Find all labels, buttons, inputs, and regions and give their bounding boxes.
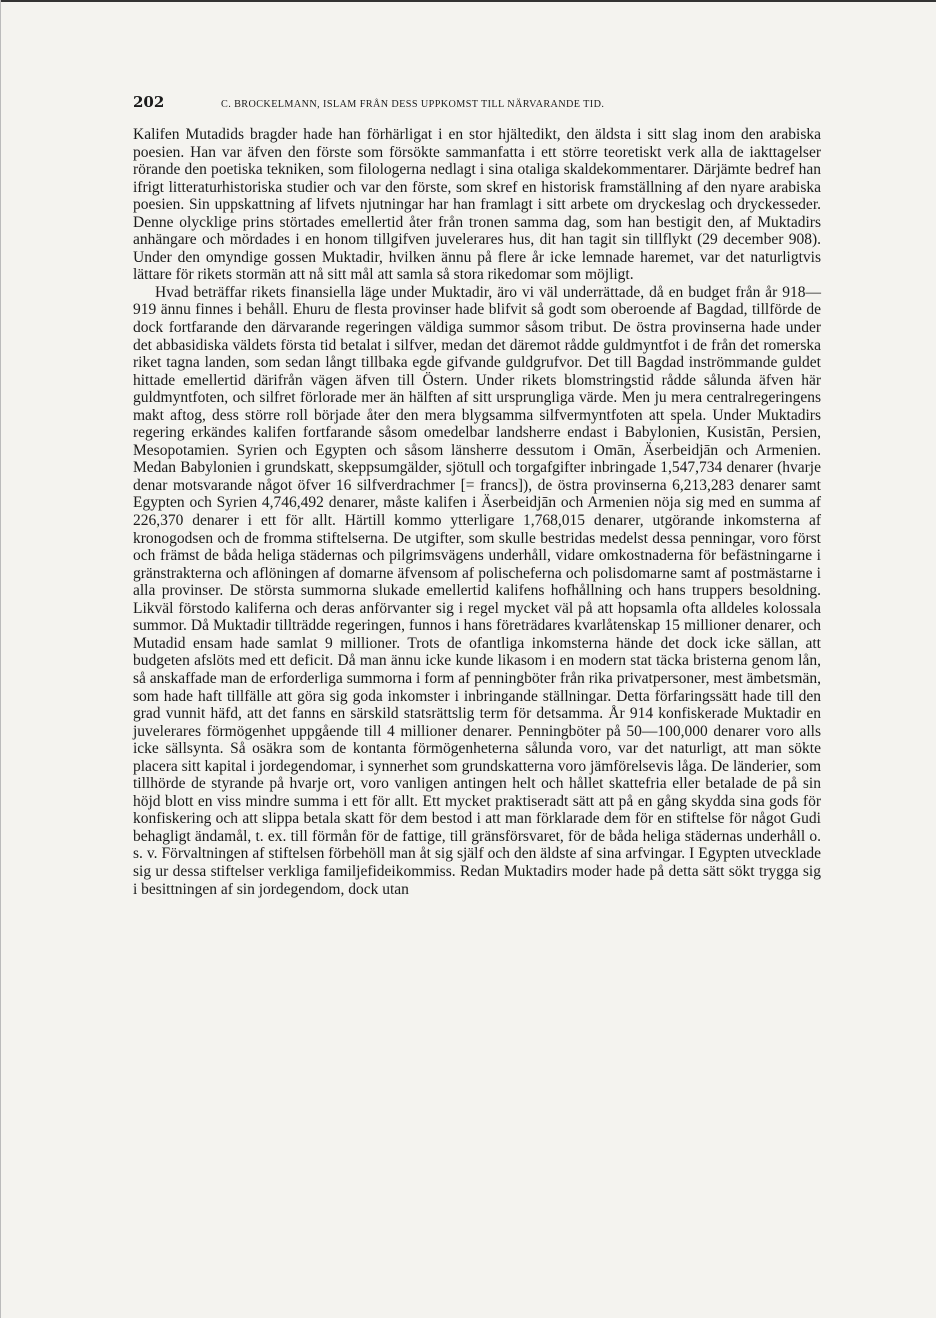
- page-number: 202: [133, 93, 165, 111]
- running-head: C. BROCKELMANN, ISLAM FRÅN DESS UPPKOMST TILL NÄRVARANDE TID.: [221, 99, 605, 110]
- body-text: [133, 126, 821, 898]
- paragraph-2: Hvad beträffar rikets finansiella läge under Muktadir, äro vi väl underrättade, då en budget från år 918—919 ännu finnes i behåll. Ehuru de flesta provinser hade blifvit så godt som oberoende af Bagdad, tillförde de dock fortfarande den därvarande regeringen väldiga summor såsom tribut. De östra provinserna hade under det abbasidiska väldets första tid betalat i silfver, medan det däremot rådde guldmyntfot i de från det romerska riket tagna landen, som sedan långt tillbaka egde gifvande guldgrufvor. Det till Bagdad inströmmande guldet hittade emellertid därifrån vägen äfven till Östern. Under rikets blomstringstid rådde sålunda äfven här guldmyntfoten, och silfret förlorade mer än hälften af sitt ursprungliga värde. Men ju mera centralregeringens makt aftog, dess större roll började åter den mera blygsamma silfvermyntfoten att spela. Under Muktadirs regering erkändes kalifen fortfarande såsom omedelbar landsherre endast i Babylonien, Kusistān, Persien, Mesopotamien. Syrien och Egypten och såsom länsherre dessutom i Omān, Äserbeidjān och Armenien. Medan Babylonien i grundskatt, skeppsumgälder, sjötull och torgafgifter inbringade 1,547,734 denarer (hvarje denar motsvarande något öfver 16 silfverdrachmer [= francs]), de östra provinserna 6,213,283 denarer samt Egypten och Syrien 4,746,492 denarer, måste kalifen i Äserbeidjān och Armenien nöja sig med en summa af 226,370 denarer i ett för allt. Härtill kommo ytterligare 1,768,015 denarer, utgörande inkomsterna af kronogodsen och de fromma stiftelserna. De utgifter, som skulle bestridas medelst dessa penningar, voro först och främst de båda heliga städernas och pilgrimsvägens underhåll, vidare omkostnaderna för befästningarne i gränstrakterna och aflöningen af domarne äfvensom af polischeferna och polisdomarne samt af postmästarne i alla provinser. De största summorna slukade emellertid kalifens hofhållning och hans truppers besoldning. Likväl förstodo kaliferna och deras anförvanter sig i regel mycket väl på att hopsamla ofta alldeles kolossala summor. Då Muktadir tillträdde regeringen, funnos i hans företrädares kvarlåtenskap 15 millioner denarer, och Mutadid ensam hade samlat 9 millioner. Trots de ofantliga inkomsterna hände det dock icke sällan, att budgeten afslöts med ett deficit. Då man ännu icke kunde likasom i en modern stat täcka bristerna genom lån, så anskaffade man de erforderliga summorna i form af penningböter från rika privatpersoner, mest ämbetsmän, som hade haft tillfälle att göra sig goda inkomster i inbringande ställningar. Detta förfaringssätt hade till den grad vunnit häfd, att det fanns en särskild statsrättslig term för detsamma. År 914 konfiskerade Muktadir en juvelerares förmögenhet uppgående till 4 millioner denarer. Penningböter på 50—100,000 denarer voro alls icke sällsynta. Så osäkra som de kontanta förmögenheterna sålunda voro, var det naturligt, att man sökte placera sitt kapital i jordegendomar, i synnerhet som grundskatterna voro jämförelsevis låga. De länderier, som tillhörde de styrande på hvarje ort, voro vanligen antingen helt och hållet skattefria eller betalade de på sin höjd blott en viss mindre summa i ett för allt. Ett mycket praktiseradt sätt att på en gång skydda sina gods för konfiskering och att slippa betala skatt för dem bestod i att man förklarade dem för en stiftelse för något Gudi behagligt ändamål, t. ex. till förmån för de fattige, till gränsförsvaret, för de båda heliga städernas underhåll o. s. v. Förvaltningen af stiftelsen förbehöll man åt sig själf och den äldste af sina arfvingar. I Egypten utvecklade sig ur dessa stiftelser verkliga familjefideikommiss. Redan Muktadirs moder hade på detta sätt sökt trygga sig i besittningen af sin jordegendom, dock utan: [133, 283, 821, 898]
- page-header: [133, 93, 823, 113]
- scan-border: [0, 0, 936, 2]
- scan-edge: [0, 0, 1, 1318]
- paragraph-1: Kalifen Mutadids bragder hade han förhärligat i en stor hjältedikt, den äldsta i sitt slag inom den arabiska poesien. Han var äfven den förste som försökte sammanfatta i ett större teoretiskt verk alla de iakttagelser rörande den poetiska tekniken, som filologerna nedlagt i sina otaliga skaldekommentarer. Därjämte bedref han ifrigt litteraturhistoriska studier och var den förste, som skref en historisk framställning af den nyare arabiska poesien. Sin uppskattning af lifvets njutningar har han framlagt i sitt arbete om dryckeslag och dryckesseder. Denne olycklige prins störtades emellertid åter från tronen samma dag, som han bestigit den, af Muktadirs anhängare och mördades i en honom tillgifven juvelerares hus, dit han tagit sin tillflykt (29 december 908). Under den omyndige gossen Muktadir, hvilken ännu på flere år icke lemnade haremet, var det naturligtvis lättare för rikets stormän att nå sitt mål att samla så stora rikedomar som möjligt.: [133, 126, 821, 284]
